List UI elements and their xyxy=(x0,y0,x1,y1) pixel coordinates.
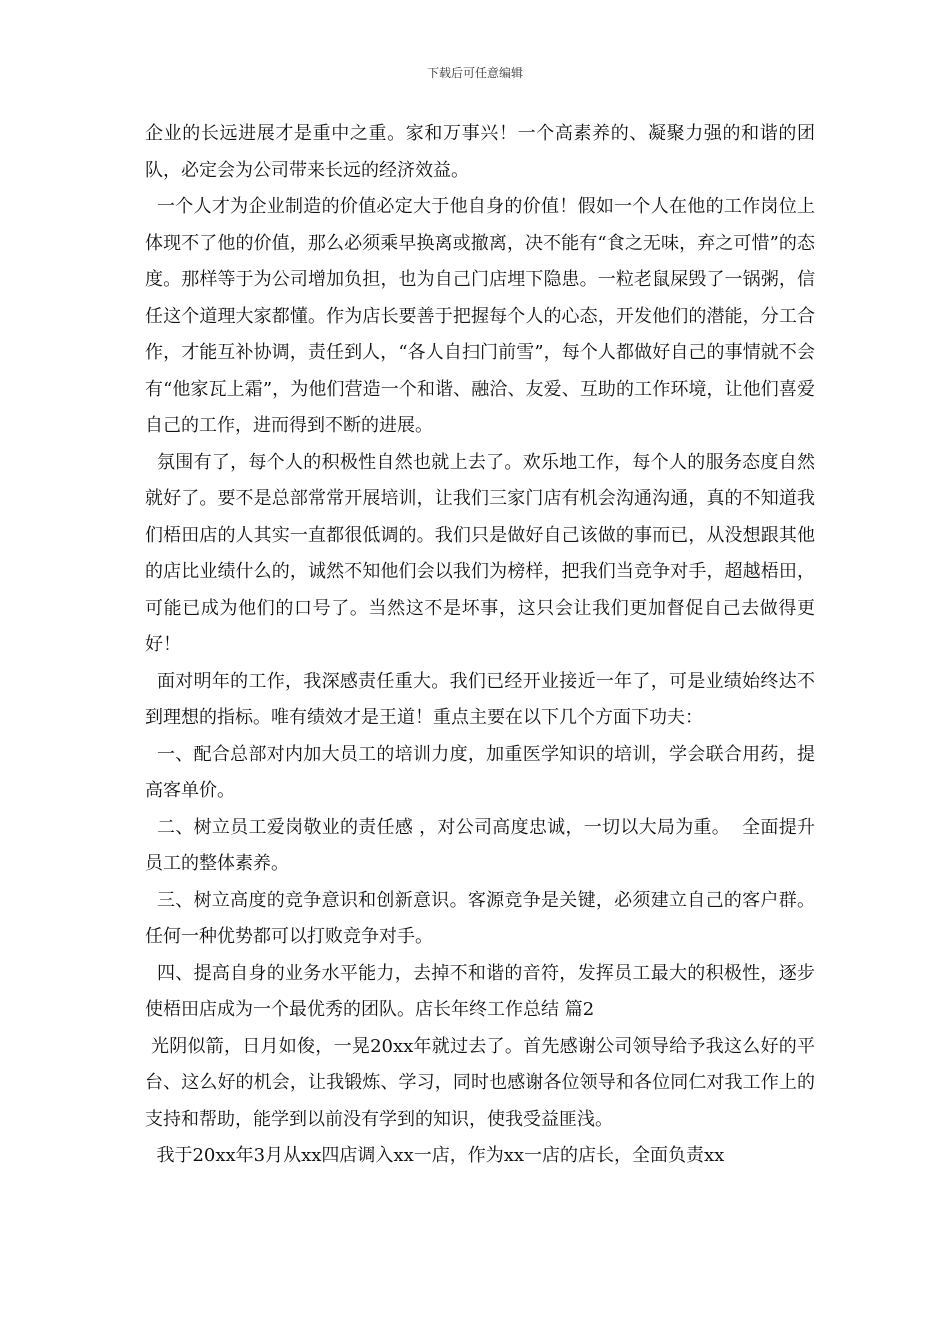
paragraph-1: 企业的长远进展才是重中之重。家和万事兴！一个高素养的、凝聚力强的和谐的团队，必定会为公司带来长远的经济效益。 xyxy=(145,123,815,181)
paragraph-4: 面对明年的工作，我深感责任重大。我们已经开业接近一年了，可是业绩始终达不到理想的指标。唯有绩效才是王道！重点主要在以下几个方面下功夫： xyxy=(145,670,815,728)
paragraph-10: 我于20xx年3月从xx四店调入xx一店，作为xx一店的店长，全面负责xx xyxy=(145,1145,725,1166)
paragraph-8: 四、提高自身的业务水平能力，去掉不和谐的音符，发挥员工最大的积极性，逐步使梧田店成为一个最优秀的团队。店长年终工作总结 篇2 xyxy=(145,962,815,1020)
page-header-note: 下载后可任意编辑 xyxy=(426,66,523,80)
document-body xyxy=(145,116,815,1175)
paragraph-2: 一个人才为企业制造的价值必定大于他自身的价值！假如一个人在他的工作岗位上体现不了他的价值，那么必须乘早换离或撤离，决不能有“食之无味，弃之可惜”的态度。那样等于为公司增加负担，也为自己门店埋下隐患。一粒老鼠屎毁了一锅粥，信任这个道理大家都懂。作为店长要善于把握每个人的心态，开发他们的潜能，分工合作，才能互补协调，责任到人，“各人自扫门前雪”，每个人都做好自己的事情就不会有“他家瓦上霜”，为他们营造一个和谐、融洽、友爱、互助的工作环境，让他们喜爱自己的工作，进而得到不断的进展。 xyxy=(145,196,815,436)
paragraph-7: 三、树立高度的竞争意识和创新意识。客源竞争是关键，必须建立自己的客户群。任何一种优势都可以打败竞争对手。 xyxy=(145,889,815,947)
paragraph-6: 二、树立员工爱岗敬业的责任感 ，对公司高度忠诚，一切以大局为重。 全面提升员工的整体素养。 xyxy=(145,816,815,874)
paragraph-9: 光阴似箭，日月如俊，一晃20xx年就过去了。首先感谢公司领导给予我这么好的平台、这么好的机会，让我锻炼、学习，同时也感谢各位领导和各位同仁对我工作上的支持和帮助，能学到以前没有学到的知识，使我受益匪浅。 xyxy=(145,1035,815,1130)
paragraph-5: 一、配合总部对内加大员工的培训力度，加重医学知识的培训，学会联合用药，提高客单价。 xyxy=(145,743,815,801)
paragraph-3: 氛围有了，每个人的积极性自然也就上去了。欢乐地工作，每个人的服务态度自然就好了。要不是总部常常开展培训，让我们三家门店有机会沟通沟通，真的不知道我们梧田店的人其实一直都很低调的。我们只是做好自己该做的事而已，从没想跟其他的店比业绩什么的，诚然不知他们会以我们为榜样，把我们当竞争对手，超越梧田，可能已成为他们的口号了。当然这不是坏事，这只会让我们更加督促自己去做得更好！ xyxy=(145,451,815,655)
